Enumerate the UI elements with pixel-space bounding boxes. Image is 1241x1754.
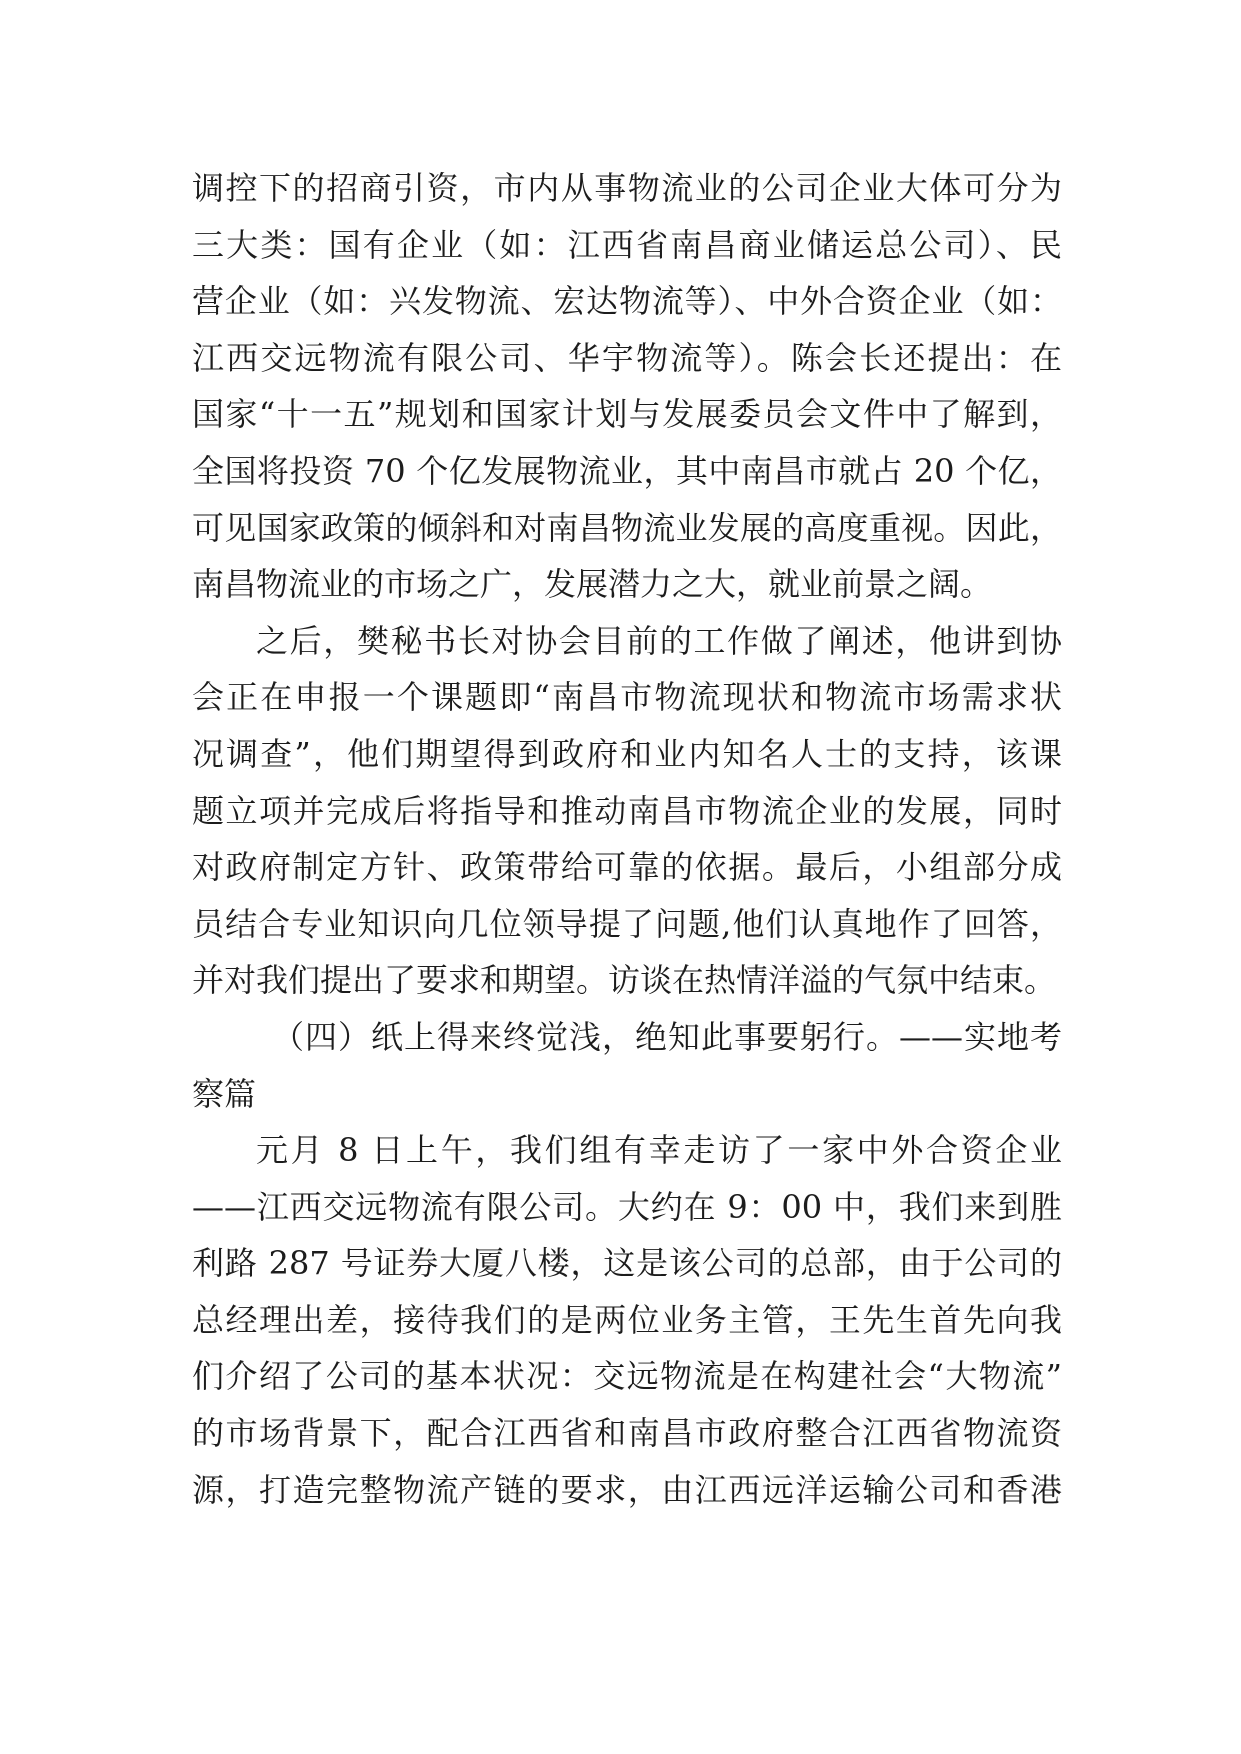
text-line: 题立项并完成后将指导和推动南昌市物流企业的发展，同时 — [192, 791, 1062, 830]
text-line: 营企业（如：兴发物流、宏达物流等）、中外合资企业（如： — [192, 282, 1062, 321]
text-line: 总经理出差，接待我们的是两位业务主管，王先生首先向我 — [192, 1300, 1062, 1339]
text-line: 之后，樊秘书长对协会目前的工作做了阐述，他讲到协 — [256, 621, 1062, 660]
heading-line: （四）纸上得来终觉浅，绝知此事要躬行。——实地考 — [272, 1017, 1062, 1056]
text-line: 源，打造完整物流产链的要求，由江西远洋运输公司和香港 — [192, 1470, 1062, 1509]
document-body — [192, 160, 1062, 1518]
text-line: 会正在申报一个课题即“南昌市物流现状和物流市场需求状 — [192, 678, 1062, 717]
text-line: 江西交远物流有限公司、华宇物流等）。陈会长还提出：在 — [192, 338, 1062, 377]
text-line: 调控下的招商引资，市内从事物流业的公司企业大体可分为 — [192, 169, 1062, 207]
text-line: 况调查”，他们期望得到政府和业内知名人士的支持，该课 — [192, 734, 1062, 773]
heading-line: 察篇 — [192, 1074, 257, 1113]
text-line: 国家“十一五”规划和国家计划与发展委员会文件中了解到， — [192, 395, 1062, 434]
text-line: 三大类：国有企业（如：江西省南昌商业储运总公司）、民 — [192, 225, 1062, 264]
text-line: 员结合专业知识向几位领导提了问题,他们认真地作了回答， — [192, 904, 1062, 943]
text-line: 并对我们提出了要求和期望。访谈在热情洋溢的气氛中结束。 — [192, 961, 1057, 1000]
text-line: 南昌物流业的市场之广，发展潜力之大，就业前景之阔。 — [192, 565, 993, 604]
text-line: 可见国家政策的倾斜和对南昌物流业发展的高度重视。因此， — [192, 508, 1062, 547]
paragraph-3 — [192, 1122, 1062, 1518]
text-line: ——江西交远物流有限公司。大约在 9：00 中，我们来到胜 — [192, 1187, 1062, 1226]
text-line: 对政府制定方针、政策带给可靠的依据。最后，小组部分成 — [192, 848, 1062, 887]
text-line: 全国将投资 70 个亿发展物流业，其中南昌市就占 20 个亿， — [192, 451, 1062, 490]
text-line: 元月 8 日上午，我们组有幸走访了一家中外合资企业 — [256, 1131, 1062, 1170]
text-line: 利路 287 号证券大厦八楼，这是该公司的总部，由于公司的 — [192, 1244, 1062, 1283]
text-line: 的市场背景下，配合江西省和南昌市政府整合江西省物流资 — [192, 1414, 1062, 1453]
section-heading — [192, 1009, 1062, 1122]
paragraph-1 — [192, 160, 1062, 613]
paragraph-2 — [192, 613, 1062, 1009]
text-line: 们介绍了公司的基本状况：交远物流是在构建社会“大物流” — [192, 1357, 1062, 1396]
